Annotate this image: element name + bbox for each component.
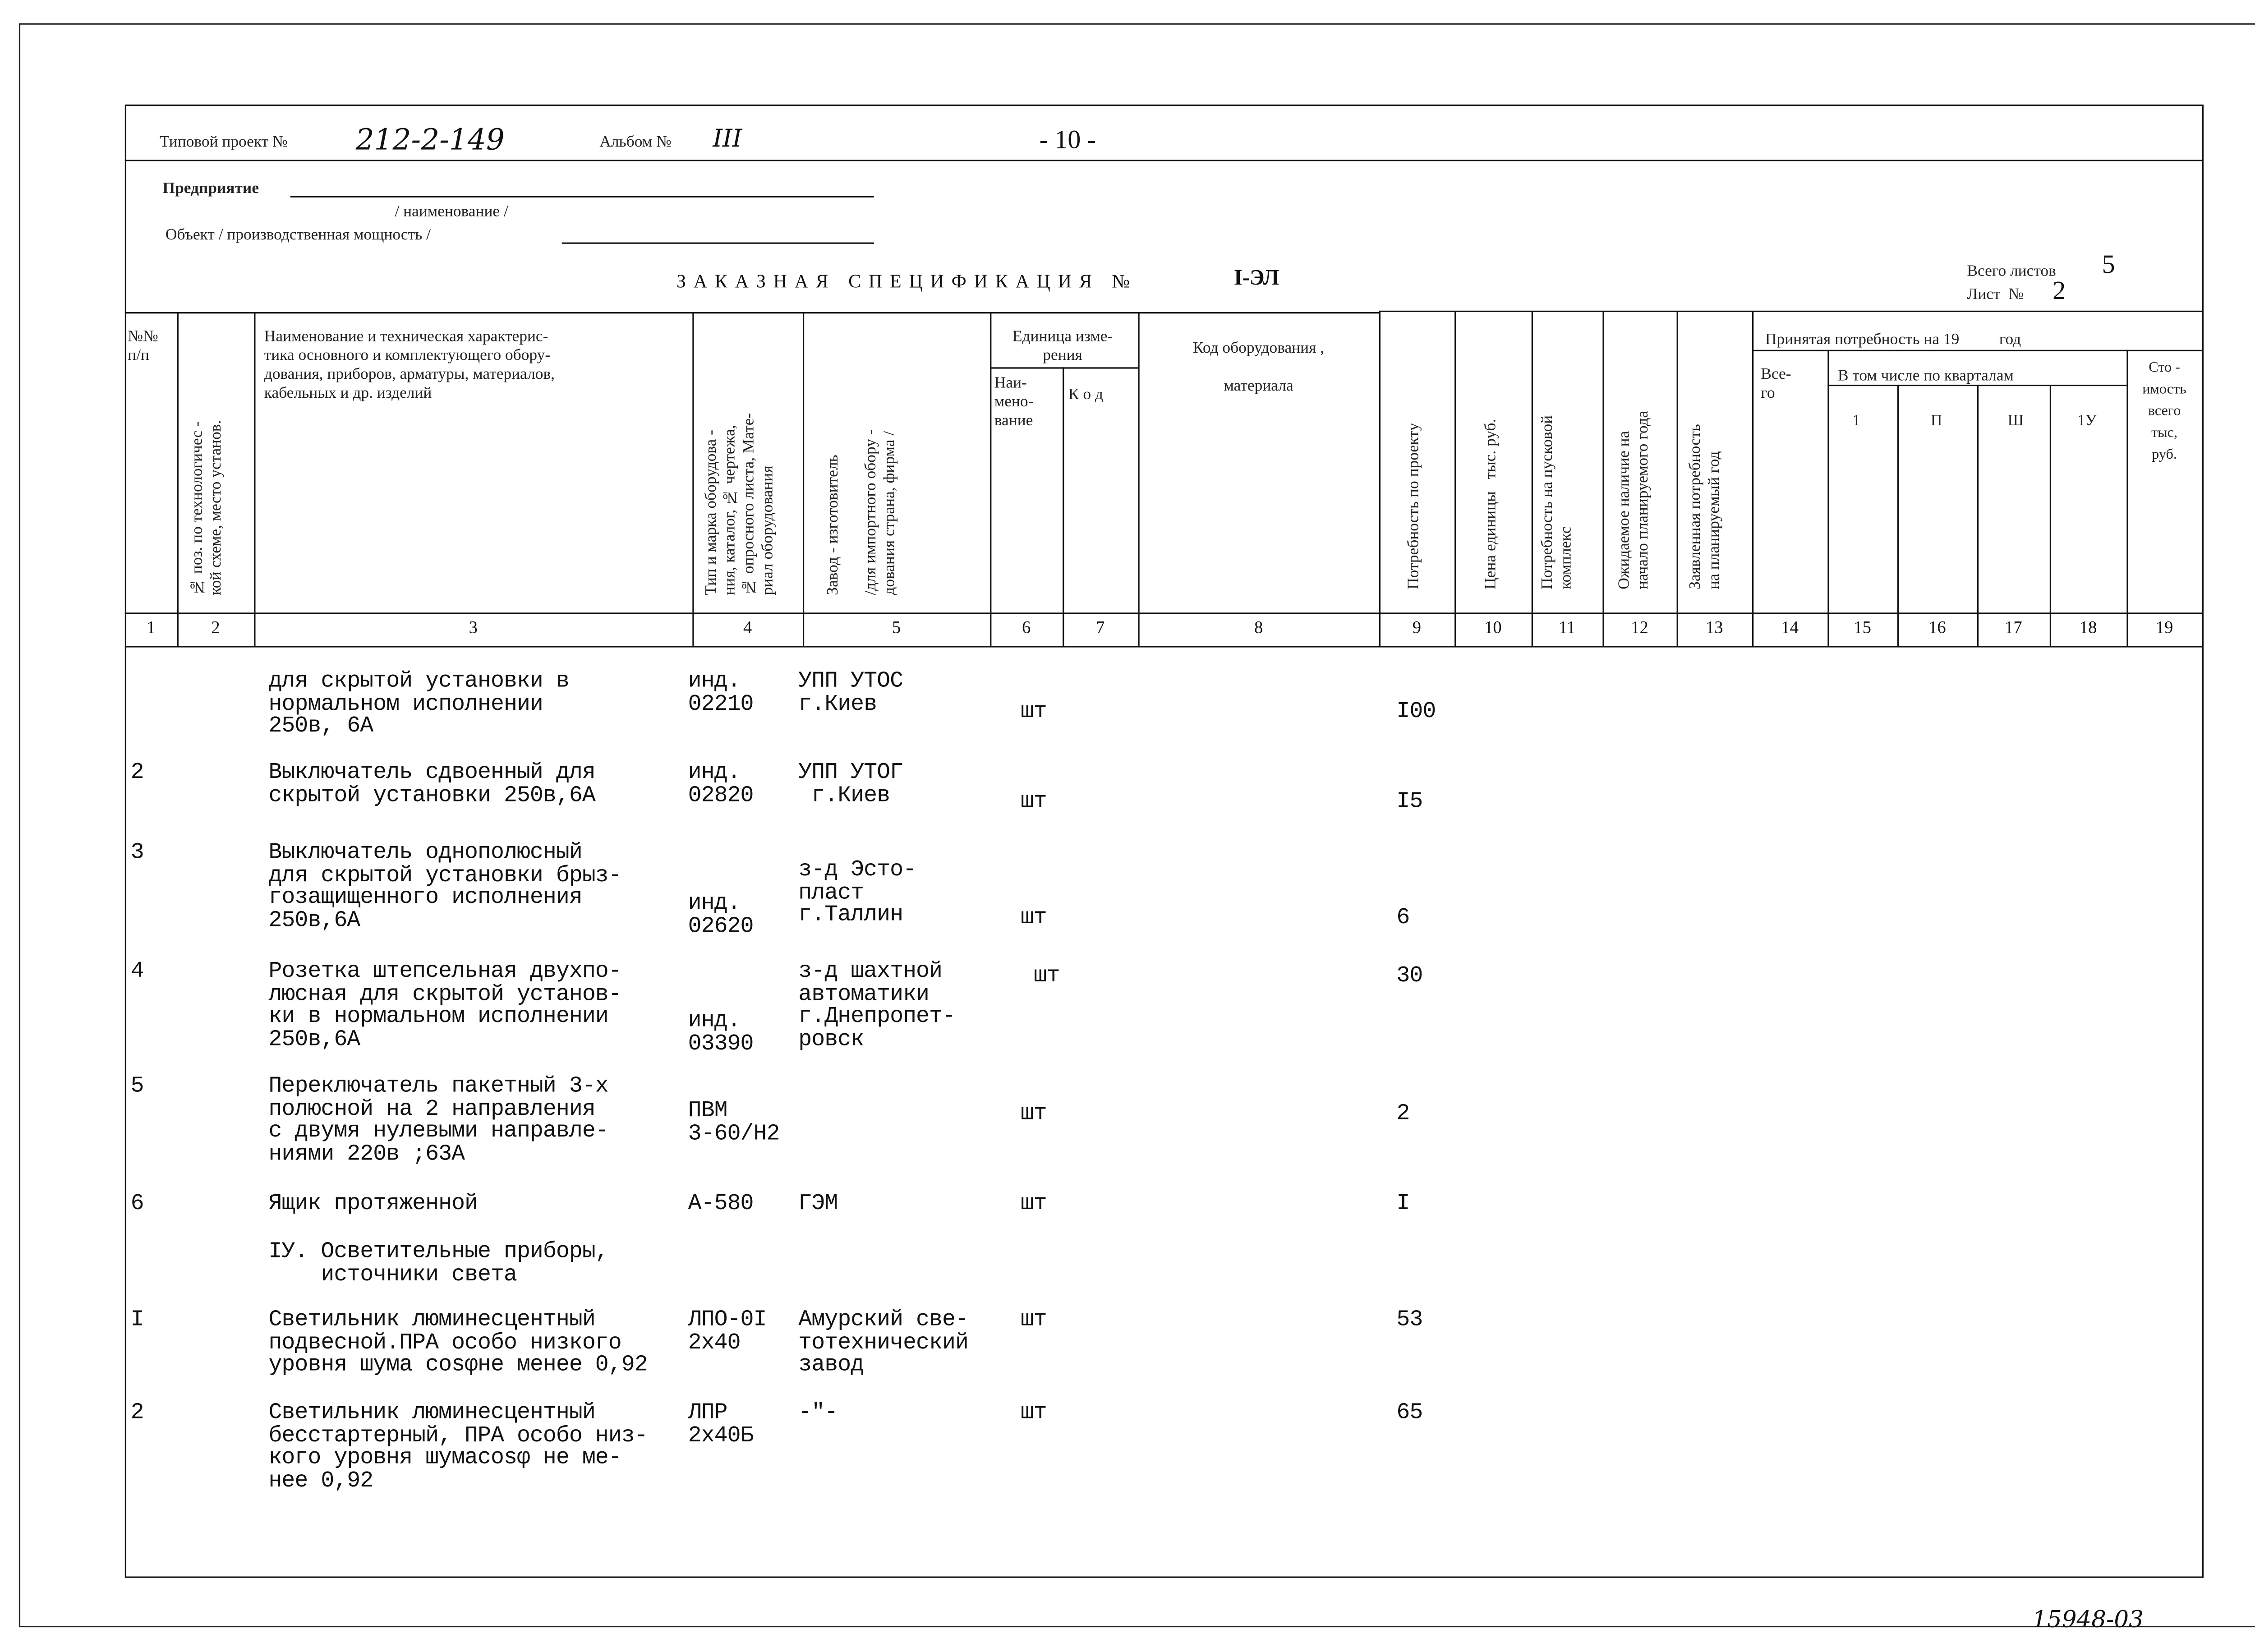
enterprise-label: Предприятие (162, 180, 259, 198)
unit: шт (1020, 788, 1047, 814)
item-name: Розетка штепсельная двухпо- люсная для скрытой установ- ки в нормальном исполнении 250в,6А (268, 958, 621, 1052)
manufacturer: ГЭМ (798, 1190, 838, 1217)
column-divider (1454, 312, 1456, 646)
column-number: 18 (2079, 617, 2097, 638)
project-label: Типовой проект № (160, 133, 288, 151)
manufacturer: з-д шахтной автоматики г.Днепропет- ровск (798, 958, 956, 1052)
unit: шт (1020, 1306, 1047, 1333)
col-5-header: Завод - изготовитель /для импортного обору - дования страна, фирма / (824, 429, 899, 595)
column-number: 10 (1484, 617, 1502, 638)
item-type: ЛПО-0I 2х40 (688, 1306, 767, 1355)
column-divider (1752, 312, 1753, 646)
quantity: 6 (1396, 904, 1410, 931)
column-number: 3 (469, 617, 478, 638)
manufacturer: УПП УТОС г.Киев (798, 667, 903, 717)
item-type: инд. 02210 (688, 667, 754, 717)
column-divider (1379, 312, 1381, 646)
col-14-header: Все- го (1761, 366, 1791, 402)
header-divider (125, 160, 2202, 161)
row-number: 5 (130, 1072, 144, 1099)
quantity: 2 (1396, 1100, 1410, 1127)
unit: шт (1020, 1399, 1047, 1426)
column-number: 13 (1705, 617, 1723, 638)
unit: шт (1020, 904, 1047, 931)
spec-number: I-ЭЛ (1233, 267, 1279, 290)
col-11-header: Потребность на пусковой комплекс (1538, 415, 1575, 589)
quarter-1: 1 (1852, 412, 1860, 430)
column-number: 9 (1412, 617, 1422, 638)
item-type: ПВМ 3-60/Н2 (688, 1097, 780, 1146)
column-divider (1532, 312, 1533, 646)
manufacturer: з-д Эсто- пласт г.Таллин (798, 856, 916, 928)
unit-group-header: Единица изме- рения (1012, 328, 1113, 364)
row-number: I (130, 1306, 144, 1333)
sheet-number: 2 (2053, 276, 2066, 305)
unit: шт (1033, 962, 1060, 989)
item-name: Светильник люминесцентный бесстартерный, ПРА особо низ- кого уровня шумаcosφ не ме- нее 0,92 (268, 1399, 648, 1493)
col-9-header: Потребность по проекту (1405, 423, 1423, 589)
col-8-header: Код оборудования , материала (1193, 340, 1325, 395)
column-number: 6 (1022, 617, 1031, 638)
column-number: 4 (743, 617, 752, 638)
project-number: 212-2-149 (355, 122, 505, 157)
item-type: инд. 03390 (688, 1007, 754, 1056)
item-type: инд. 02620 (688, 890, 754, 939)
quarter-2: П (1930, 412, 1942, 430)
column-number: 11 (1558, 617, 1576, 638)
quantity: 65 (1396, 1399, 1423, 1426)
album-label: Альбом № (599, 133, 672, 151)
object-label: Объект / производственная мощность / (165, 226, 431, 244)
column-divider (1977, 385, 1979, 646)
column-number: 1 (147, 617, 156, 638)
column-divider (990, 312, 991, 646)
col-2-header: № поз. по технологичес - кой схеме, место установ. (189, 420, 225, 595)
row-number: 3 (130, 839, 144, 865)
column-divider (1063, 367, 1064, 646)
quarter-3: Ш (2007, 412, 2024, 430)
document-code: 15948-03 (2032, 1605, 2144, 1634)
column-divider (692, 312, 694, 646)
numbers-bottom-line (125, 646, 2202, 647)
quantity: I5 (1396, 788, 1423, 814)
table-top-line (125, 312, 1379, 313)
quantity: 53 (1396, 1306, 1423, 1333)
col-7-header: К о д (1068, 386, 1104, 404)
column-number: 7 (1096, 617, 1105, 638)
manufacturer: -"- (798, 1399, 838, 1426)
item-name: Ящик протяженной (268, 1190, 478, 1217)
accepted-line (1752, 350, 2202, 351)
row-number: 2 (130, 1399, 144, 1426)
item-type: инд. 02820 (688, 759, 754, 808)
column-number: 15 (1854, 617, 1871, 638)
manufacturer: УПП УТОГ г.Киев (798, 759, 903, 808)
page-number: - 10 - (1039, 124, 1096, 154)
object-field[interactable] (562, 243, 874, 244)
column-divider (177, 312, 179, 646)
quantity: 30 (1396, 962, 1423, 989)
column-divider (1827, 350, 1829, 646)
item-type: ЛПР 2х40Б (688, 1399, 754, 1448)
unit: шт (1020, 1190, 1047, 1217)
quantity: I (1396, 1190, 1410, 1217)
album-number: III (713, 124, 742, 154)
column-divider (1602, 312, 1604, 646)
column-number: 17 (2005, 617, 2022, 638)
item-name: Выключатель однополюсный для скрытой установки брыз- гозащищенного исполнения 250в,6А (268, 839, 621, 933)
column-number: 5 (892, 617, 901, 638)
column-number: 16 (1928, 617, 1946, 638)
col-3-header: Наименование и техническая характерис- тика основного и комплектующего обору- дования, приборов, арматуры, материалов, кабельных и др. изделий (264, 328, 555, 402)
item-name: Переключатель пакетный 3-х полюсной на 2 направления с двумя нулевыми направле- ниями 220в ;63А (268, 1072, 608, 1167)
row-number: 2 (130, 759, 144, 786)
section-heading: IУ. Осветительные приборы, источники света (268, 1238, 608, 1287)
col-10-header: Цена единицы тыс. руб. (1482, 419, 1500, 589)
col-12-header: Ожидаемое наличие на начало планируемого года (1615, 410, 1652, 589)
enterprise-field[interactable] (290, 196, 874, 198)
col-13-header: Заявленная потребность на планируемый год (1687, 424, 1723, 589)
col-4-header: Тип и марка оборудова - ния, каталог, № чертежа, № опросного листа, Мате- риал оборудования (702, 413, 777, 595)
column-number: 14 (1781, 617, 1799, 638)
manufacturer: Амурский све- тотехнический завод (798, 1306, 968, 1378)
sheet-label: Лист № (1967, 286, 2024, 304)
column-divider (803, 312, 804, 646)
column-divider (1138, 312, 1139, 646)
quarters-header: В том числе по кварталам (1837, 367, 2014, 385)
row-number: 6 (130, 1190, 144, 1217)
name-hint: / наименование / (395, 203, 508, 221)
column-number: 8 (1254, 617, 1263, 638)
quarter-4: 1У (2077, 412, 2097, 430)
item-name: для скрытой установки в нормальном исполнении 250в, 6А (268, 667, 569, 739)
col-6-header: Наи- мено- вание (994, 374, 1034, 430)
column-number: 2 (211, 617, 220, 638)
item-name: Светильник люминесцентный подвесной.ПРА особо низкого уровня шума cosφне менее 0,92 (268, 1306, 648, 1378)
table-top-line-right (1379, 311, 2202, 312)
quantity: I00 (1396, 698, 1436, 725)
item-type: А-580 (688, 1190, 754, 1217)
column-number: 12 (1631, 617, 1648, 638)
col-1-header: №№ п/п (128, 328, 158, 364)
header-bottom-line (125, 612, 2202, 614)
item-name: Выключатель сдвоенный для скрытой установки 250в,6А (268, 759, 595, 808)
column-divider (1897, 385, 1899, 646)
column-divider (1677, 312, 1678, 646)
unit: шт (1020, 698, 1047, 725)
total-sheets: 5 (2102, 249, 2115, 279)
total-sheets-label: Всего листов (1967, 262, 2056, 281)
accepted-header: Принятая потребность на 19 год (1765, 331, 2021, 349)
row-number: 4 (130, 958, 144, 985)
unit: шт (1020, 1100, 1047, 1127)
spec-title: З А К А З Н А Я С П Е Ц И Ф И К А Ц И Я № (676, 270, 1132, 292)
column-divider (2050, 385, 2051, 646)
col-19-header: Сто - имость всего тыс, руб. (2142, 360, 2186, 463)
column-number: 19 (2155, 617, 2173, 638)
column-divider (254, 312, 255, 646)
